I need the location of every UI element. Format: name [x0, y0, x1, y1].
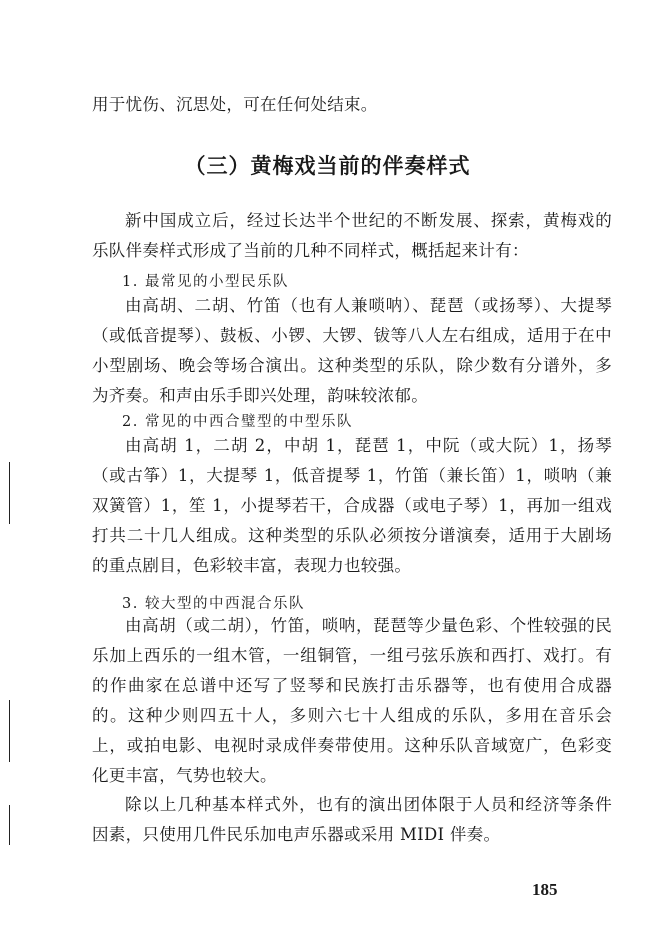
subheading-large-ensemble: 3. 较大型的中西混合乐队	[122, 596, 305, 612]
paragraph-small-ensemble: 由高胡、二胡、竹笛（也有人兼唢呐）、琵琶（或扬琴）、大提琴（或低音提琴）、鼓板、小锣、大锣、钹等八人左右组成，适用于在中小型剧场、晚会等场合演出。这种类型的乐队，除少数有分谱外，多为齐奏。和声由乐手即兴处理，韵味较浓郁。	[92, 296, 612, 405]
closing-paragraph: 除以上几种基本样式外，也有的演出团体限于人员和经济等条件因素，只使用几件民乐加电声乐器或采用 MIDI 伴奏。	[92, 795, 612, 844]
paragraph-large-ensemble: 由高胡（或二胡），竹笛，唢呐，琵琶等少量色彩、个性较强的民乐加上西乐的一组木管，一组铜管，一组弓弦乐族和西打、戏打。有的作曲家在总谱中还写了竖琴和民族打击乐器等，也有使用合成器的。这种少则四五十人，多则六七十人组成的乐队，多用在音乐会上，或拍电影、电视时录成伴奏带使用。这种乐队音域宽广，色彩变化更丰富，气势也较大。	[92, 616, 612, 785]
page-number: 185	[532, 880, 558, 899]
scan-margin-mark	[9, 700, 10, 762]
scan-margin-mark	[9, 462, 10, 524]
section-heading: （三）黄梅戏当前的伴奏样式	[184, 154, 471, 178]
intro-paragraph: 新中国成立后，经过长达半个世纪的不断发展、探索，黄梅戏的乐队伴奏样式形成了当前的几种不同样式，概括起来计有：	[92, 211, 612, 260]
subheading-small-ensemble: 1. 最常见的小型民乐队	[122, 274, 289, 290]
continuation-text: 用于忧伤、沉思处，可在任何处结束。	[92, 95, 378, 114]
paragraph-medium-ensemble: 由高胡 1，二胡 2，中胡 1，琵琶 1，中阮（或大阮）1，扬琴（或古筝）1，大提琴 1，低音提琴 1，竹笛（兼长笛）1，唢呐（兼双簧管）1，笙 1，小提琴若干，合成器（或电子琴）1，再加一组戏打共二十几人组成。这种类型的乐队必须按分谱演奏，适用于大剧场的重点剧目，色彩较丰富，表现力也较强。	[92, 436, 612, 575]
scan-margin-mark	[9, 805, 10, 845]
subheading-medium-ensemble: 2. 常见的中西合璧型的中型乐队	[122, 414, 353, 430]
